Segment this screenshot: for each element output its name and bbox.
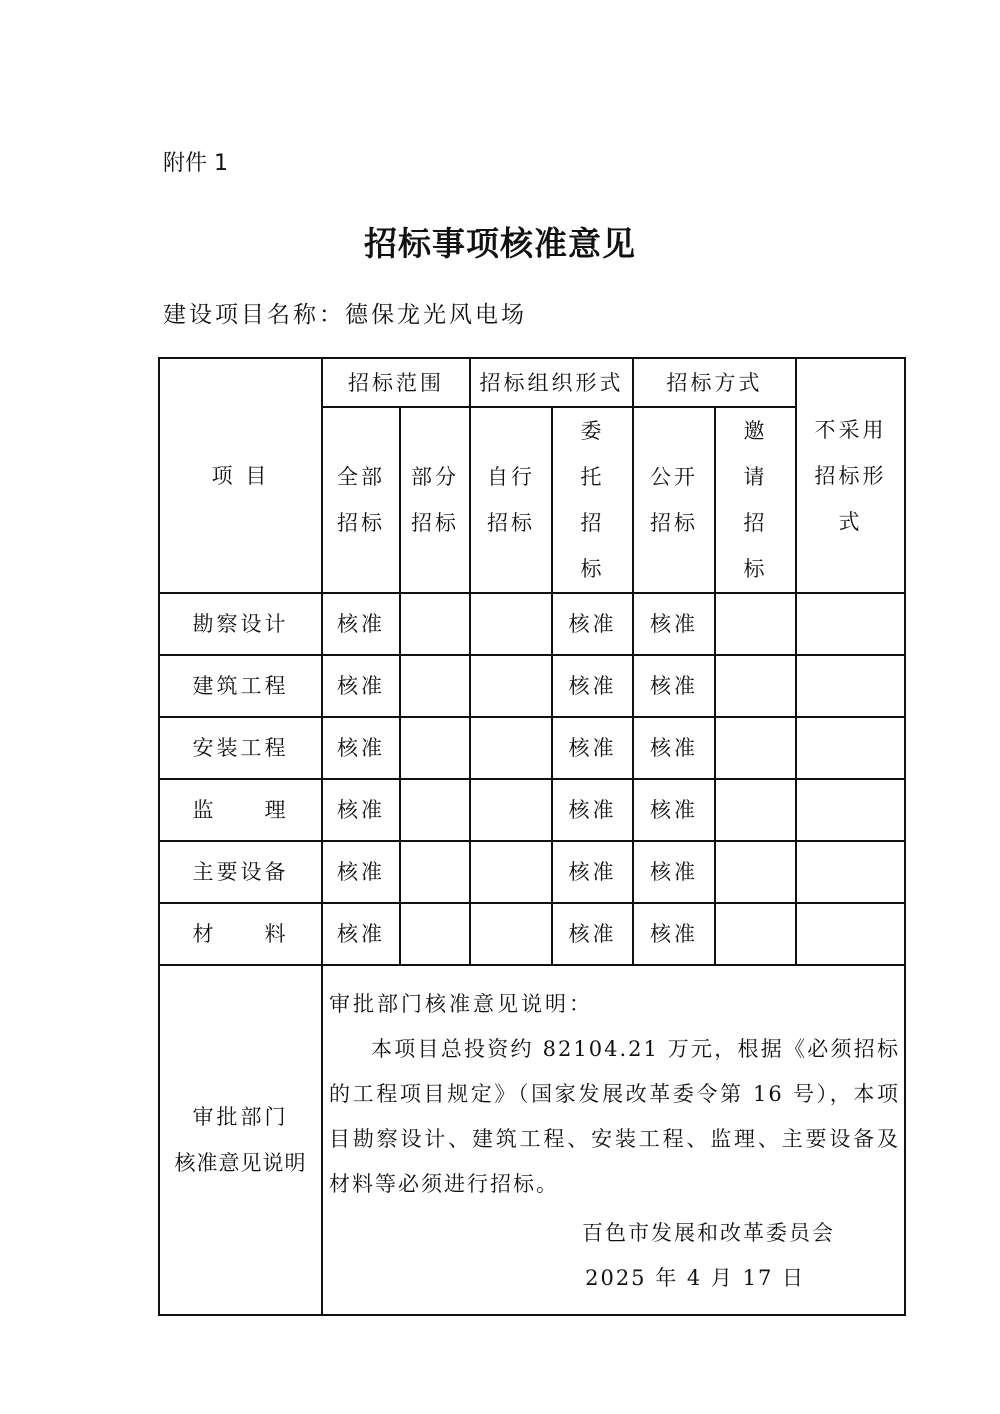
cell-open: 核准 xyxy=(633,655,715,717)
cell-self xyxy=(470,717,552,779)
cell-partial xyxy=(400,841,470,903)
cell-full: 核准 xyxy=(322,655,400,717)
item-header: 项 目 xyxy=(159,358,322,593)
row-item-label: 建筑工程 xyxy=(159,655,322,717)
cell-none xyxy=(796,841,905,903)
cell-entrusted: 核准 xyxy=(552,655,633,717)
organization-group-header: 招标组织形式 xyxy=(470,358,633,407)
cell-invited xyxy=(715,717,796,779)
row-item-label: 勘察设计 xyxy=(159,593,322,655)
cell-self xyxy=(470,593,552,655)
approval-note-label-line1: 审批部门 xyxy=(192,1105,289,1129)
cell-full: 核准 xyxy=(322,903,400,965)
attachment-label: 附件 1 xyxy=(163,151,228,176)
cell-none xyxy=(796,593,905,655)
approval-note-content xyxy=(322,965,905,1315)
cell-entrusted: 核准 xyxy=(552,903,633,965)
approval-note-heading: 审批部门核准意见说明： xyxy=(329,992,593,1016)
cell-partial xyxy=(400,655,470,717)
approval-note-label-line2: 核准意见说明 xyxy=(174,1151,307,1175)
no-tender-header: 不采用招标形式 xyxy=(796,358,905,593)
row-item-label: 安装工程 xyxy=(159,717,322,779)
cell-entrusted: 核准 xyxy=(552,717,633,779)
table-row xyxy=(159,655,905,717)
approval-date: 2025 年 4 月 17 日 xyxy=(585,1266,805,1290)
cell-full: 核准 xyxy=(322,779,400,841)
cell-entrusted: 核准 xyxy=(552,779,633,841)
approval-note-body: 本项目总投资约 82104.21 万元，根据《必须招标的工程项目规定》（国家发展改革委令第 16 号），本项目勘察设计、建筑工程、安装工程、监理、主要设备及材料等必须进行招标。 xyxy=(329,1037,900,1196)
cell-invited xyxy=(715,593,796,655)
header-row-groups xyxy=(159,358,905,407)
cell-invited xyxy=(715,779,796,841)
cell-partial xyxy=(400,593,470,655)
approval-table xyxy=(158,357,906,1316)
cell-invited xyxy=(715,903,796,965)
cell-none xyxy=(796,717,905,779)
cell-partial xyxy=(400,903,470,965)
full-tender-header: 全部招标 xyxy=(322,407,400,593)
project-name-value: 德保龙光风电场 xyxy=(345,302,527,328)
cell-full: 核准 xyxy=(322,841,400,903)
project-name-line xyxy=(163,296,527,329)
cell-entrusted: 核准 xyxy=(552,841,633,903)
entrusted-header: 委托招标 xyxy=(552,407,633,593)
scope-group-header: 招标范围 xyxy=(322,358,470,407)
cell-open: 核准 xyxy=(633,841,715,903)
invited-tender-header: 邀请招标 xyxy=(715,407,796,593)
page-title: 招标事项核准意见 xyxy=(364,224,636,263)
partial-tender-header: 部分招标 xyxy=(400,407,470,593)
table-row xyxy=(159,779,905,841)
cell-self xyxy=(470,903,552,965)
project-name-label: 建设项目名称： xyxy=(163,302,345,328)
cell-none xyxy=(796,779,905,841)
row-item-label: 主要设备 xyxy=(159,841,322,903)
cell-full: 核准 xyxy=(322,717,400,779)
cell-open: 核准 xyxy=(633,717,715,779)
cell-entrusted: 核准 xyxy=(552,593,633,655)
method-group-header: 招标方式 xyxy=(633,358,796,407)
cell-partial xyxy=(400,779,470,841)
table-row xyxy=(159,717,905,779)
table-row xyxy=(159,841,905,903)
row-item-label: 监 理 xyxy=(159,779,322,841)
table-row xyxy=(159,903,905,965)
table-row xyxy=(159,593,905,655)
cell-self xyxy=(470,779,552,841)
open-tender-header: 公开招标 xyxy=(633,407,715,593)
cell-self xyxy=(470,655,552,717)
cell-open: 核准 xyxy=(633,779,715,841)
self-organized-header: 自行招标 xyxy=(470,407,552,593)
cell-invited xyxy=(715,841,796,903)
cell-none xyxy=(796,655,905,717)
row-item-label: 材 料 xyxy=(159,903,322,965)
approval-note-row xyxy=(159,965,905,1315)
cell-open: 核准 xyxy=(633,903,715,965)
cell-invited xyxy=(715,655,796,717)
cell-full: 核准 xyxy=(322,593,400,655)
cell-partial xyxy=(400,717,470,779)
cell-self xyxy=(470,841,552,903)
cell-none xyxy=(796,903,905,965)
cell-open: 核准 xyxy=(633,593,715,655)
approval-note-label xyxy=(159,965,322,1315)
approving-organization: 百色市发展和改革委员会 xyxy=(582,1221,835,1245)
